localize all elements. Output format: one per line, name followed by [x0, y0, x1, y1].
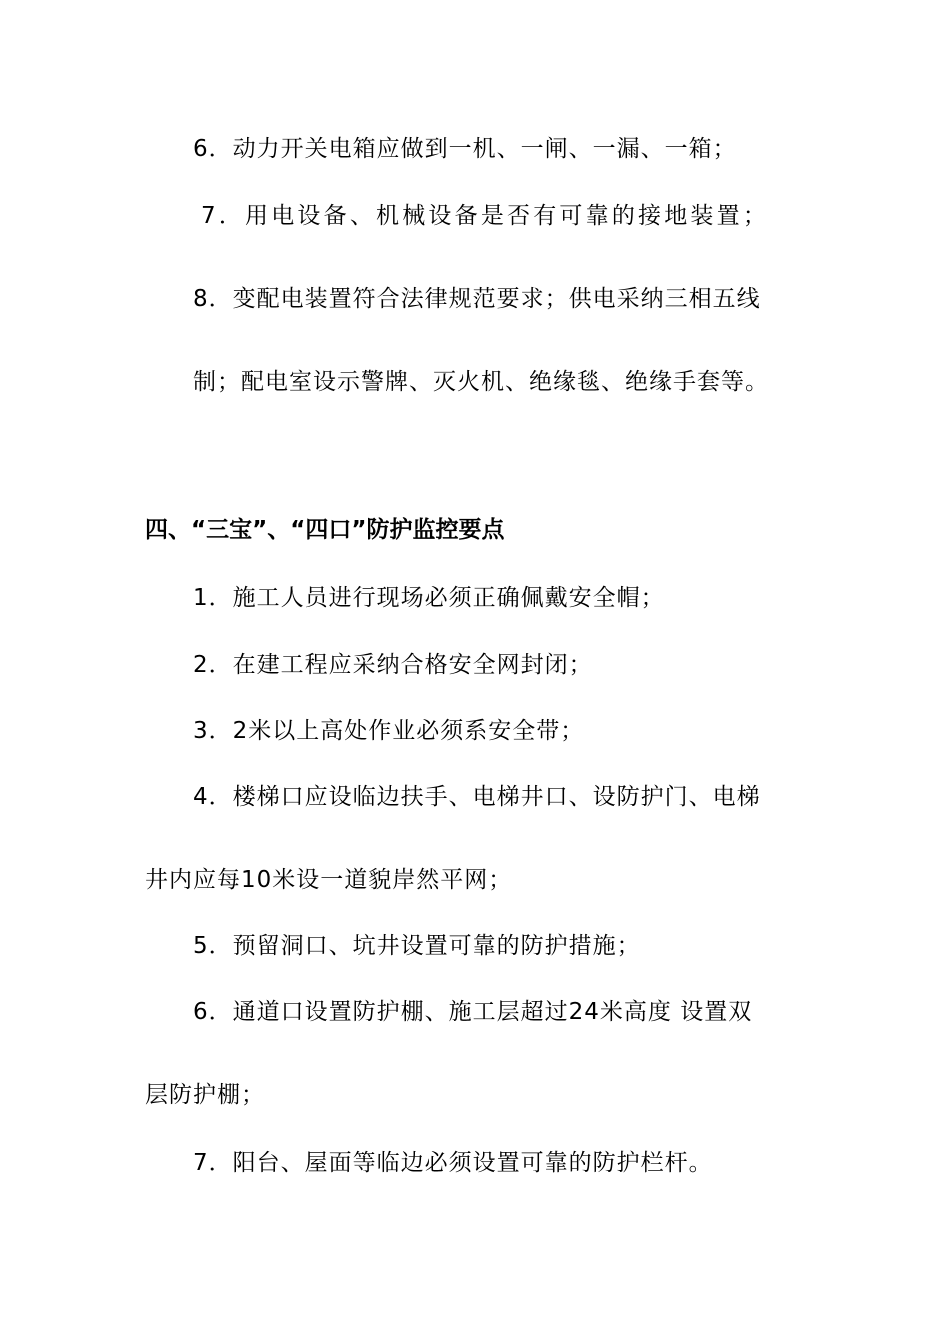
section3-item-7: 7．用电设备、机械设备是否有可靠的接地装置；	[201, 203, 770, 229]
section3-item-8-line-2: 制；配电室设示警牌、灭火机、绝缘毯、绝缘手套等。	[193, 369, 769, 395]
section4-item-5: 5．预留洞口、坑井设置可靠的防护措施；	[193, 933, 641, 959]
section4-item-6-line-2: 层防护棚；	[145, 1082, 265, 1108]
section4-item-1: 1．施工人员进行现场必须正确佩戴安全帽；	[193, 585, 665, 611]
section3-item-8-line-1: 8．变配电装置符合法律规范要求；供电采纳三相五线	[193, 286, 761, 312]
section4-item-4-line-1: 4．楼梯口应设临边扶手、电梯井口、设防护门、电梯	[193, 784, 761, 810]
section4-item-2: 2．在建工程应采纳合格安全网封闭；	[193, 652, 593, 678]
section4-heading: 四、“三宝”、“四口”防护监控要点	[145, 517, 505, 543]
section4-item-7: 7．阳台、屋面等临边必须设置可靠的防护栏杆。	[193, 1150, 713, 1176]
section4-item-3: 3．2米以上高处作业必须系安全带；	[193, 718, 585, 744]
section3-item-6: 6．动力开关电箱应做到一机、一闸、一漏、一箱；	[193, 136, 737, 162]
section4-item-6-line-1: 6．通道口设置防护棚、施工层超过24米高度 设置双	[193, 999, 753, 1025]
section4-item-4-line-2: 井内应每10米设一道貌岸然平网；	[145, 867, 513, 893]
